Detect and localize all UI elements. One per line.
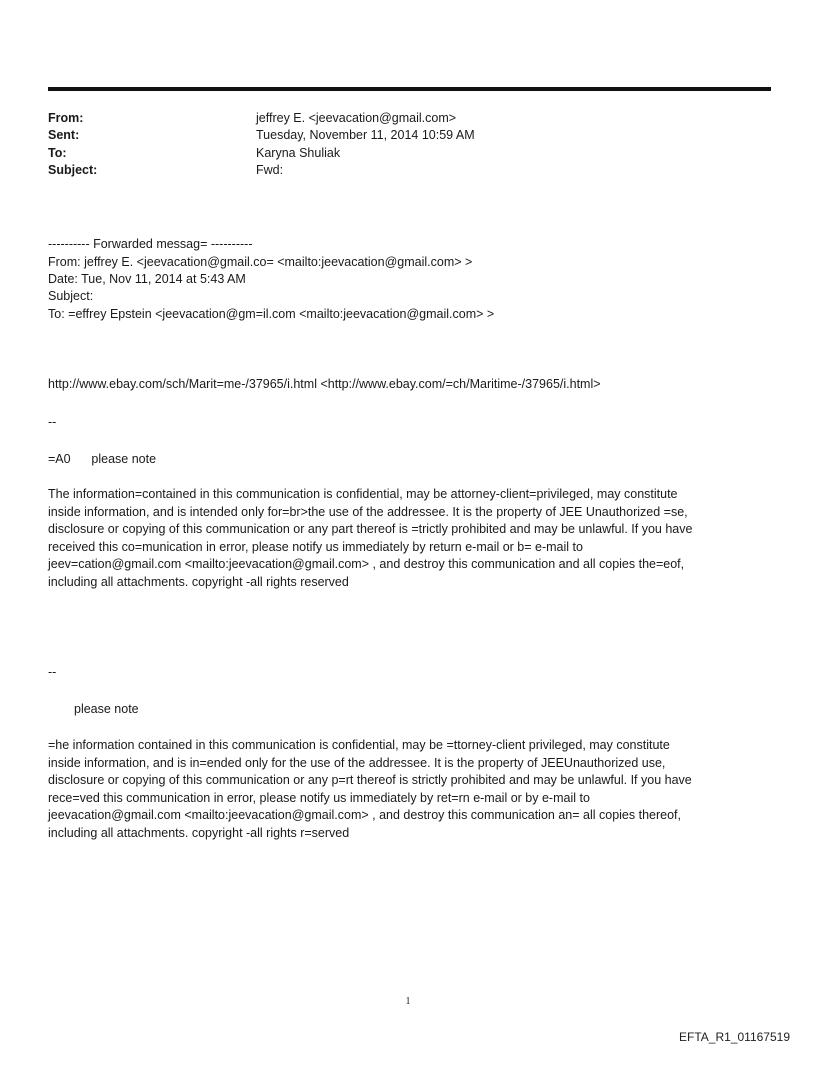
- sig2-note: please note: [74, 702, 139, 716]
- forwarded-from: From: jeffrey E. <jeevacation@gmail.co= <mailto:jeevacation@gmail.com> >: [48, 255, 473, 269]
- sig2-line: disclosure or copying of this communication or any p=rt thereof is strictly prohibited and may be unlawful. If you have: [48, 773, 692, 787]
- from-label: From:: [48, 111, 84, 125]
- sent-value: Tuesday, November 11, 2014 10:59 AM: [256, 128, 475, 142]
- sig1-line: inside information, and is intended only for=br>the use of the addressee. It is the property of JEE Unauthorized =se,: [48, 504, 688, 519]
- forwarded-subject: Subject:: [48, 289, 94, 303]
- sig1-line: The information=contained in this communication is confidential, may be attorney-client=privileged, may constitute: [48, 487, 678, 501]
- sig1-disclaimer: [48, 486, 764, 591]
- subject-label: Subject:: [48, 163, 98, 177]
- sig1-line: received this co=munication in error, please notify us immediately by return e-mail or b= e-mail to: [48, 539, 583, 554]
- sig2-line: inside information, and is in=ended only for the use of the addressee. It is the property of JEEUnauthorized use,: [48, 755, 666, 770]
- forwarded-to: To: =effrey Epstein <jeevacation@gm=il.com <mailto:jeevacation@gmail.com> >: [48, 307, 495, 321]
- to-value: Karyna Shuliak: [256, 146, 341, 160]
- sig1-line: disclosure or copying of this communication or any part thereof is =trictly prohibited and may be unlawful. If you have: [48, 522, 693, 536]
- sig1-line: jeev=cation@gmail.com <mailto:jeevacation@gmail.com> , and destroy this communication and all copies the=eof,: [48, 557, 685, 571]
- sig2-line: including all attachments. copyright -all rights r=served: [48, 825, 350, 840]
- sig2-line: jeevacation@gmail.com <mailto:jeevacation@gmail.com> , and destroy this communication an= all copies thereof,: [48, 808, 681, 822]
- sig2-line: =he information contained in this communication is confidential, may be =ttorney-client privileged, may constitute: [48, 738, 670, 752]
- document-id: EFTA_R1_01167519: [679, 1030, 790, 1044]
- from-value: jeffrey E. <jeevacation@gmail.com>: [256, 111, 457, 125]
- subject-value: Fwd:: [256, 163, 284, 177]
- sig2-line: rece=ved this communication in error, please notify us immediately by ret=rn e-mail or by e-mail to: [48, 790, 590, 805]
- sig1-line: including all attachments. copyright -all rights reserved: [48, 574, 349, 589]
- sent-label: Sent:: [48, 128, 80, 142]
- header-rule: [48, 87, 771, 91]
- forwarded-separator: ---------- Forwarded messag= ----------: [48, 237, 253, 251]
- sig2-dash: --: [48, 665, 57, 679]
- sig1-note: =A0 please note: [48, 452, 157, 466]
- page-number: 1: [405, 996, 411, 1007]
- sig1-dash: --: [48, 415, 57, 429]
- ebay-link-line: http://www.ebay.com/sch/Marit=me-/37965/i.html <http://www.ebay.com/=ch/Maritime-/37965/i.html>: [48, 377, 601, 391]
- forwarded-date: Date: Tue, Nov 11, 2014 at 5:43 AM: [48, 272, 246, 286]
- sig2-disclaimer: [48, 737, 764, 842]
- to-label: To:: [48, 146, 67, 160]
